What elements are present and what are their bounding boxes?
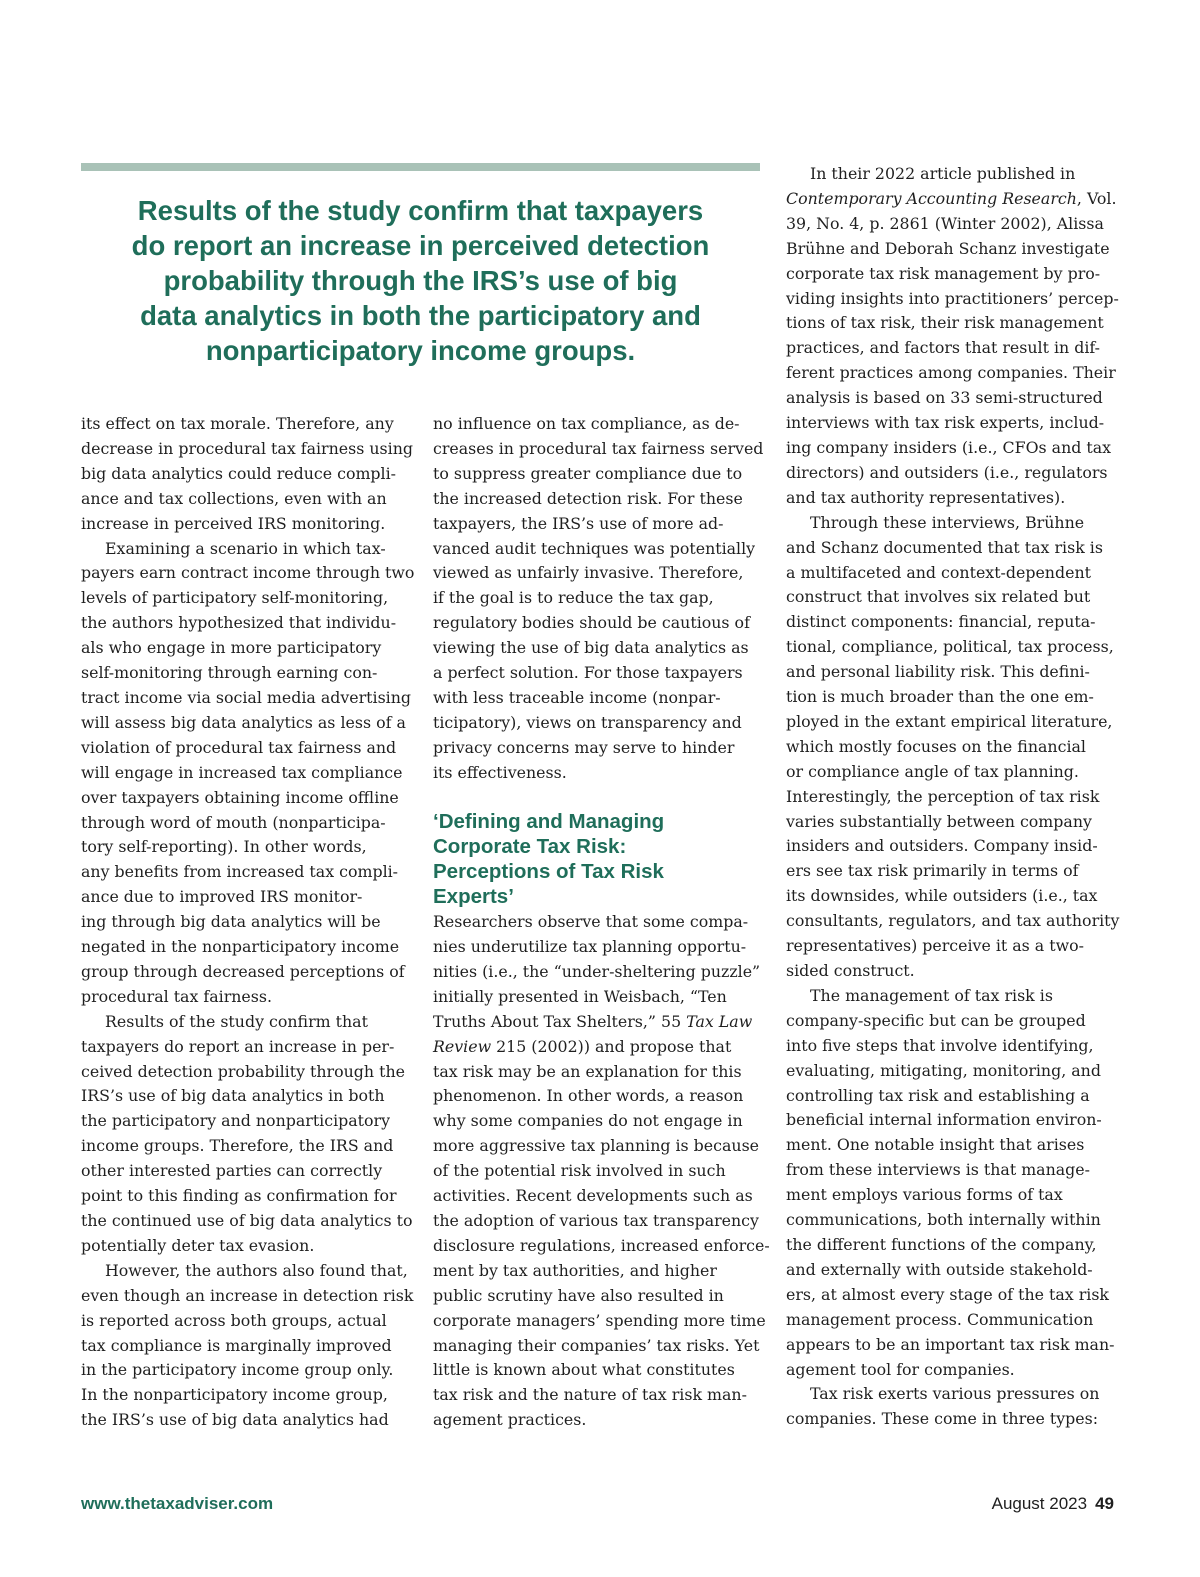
text-line: phenomenon. In other words, a reason xyxy=(433,1086,744,1106)
text-line: Tax risk exerts various pressures on xyxy=(810,1384,1100,1404)
heading-line: Corporate Tax Risk: xyxy=(433,835,627,859)
text-line: levels of participatory self-monitoring, xyxy=(81,588,389,608)
pull-quote-line: probability through the IRS’s use of big xyxy=(163,265,678,296)
text-line: its effectiveness. xyxy=(433,762,567,782)
text-line: nies underutilize tax planning opportu- xyxy=(433,937,747,957)
text-line xyxy=(433,1010,763,1035)
paragraph xyxy=(786,162,1118,511)
text-line: The management of tax risk is xyxy=(810,985,1053,1005)
text-line: distinct components: financial, reputa- xyxy=(786,612,1096,632)
text-line: ers, at almost every stage of the tax risk xyxy=(786,1284,1109,1304)
text-line: will assess big data analytics as less of a xyxy=(81,712,406,732)
text-line: tional, compliance, political, tax process, xyxy=(786,637,1114,657)
text-line: privacy concerns may serve to hinder xyxy=(433,737,735,757)
text-line: or compliance angle of tax planning. xyxy=(786,761,1079,781)
text-line xyxy=(433,1035,763,1060)
text-line: the participatory and nonparticipatory xyxy=(81,1111,390,1131)
text-line: In the nonparticipatory income group, xyxy=(81,1385,388,1405)
text-line: ance due to improved IRS monitor- xyxy=(81,887,363,907)
text-line: and personal liability risk. This defini- xyxy=(786,662,1090,682)
journal-title: Review xyxy=(433,1036,492,1056)
text-line: ment. One notable insight that arises xyxy=(786,1135,1085,1155)
text-line: increase in perceived IRS monitoring. xyxy=(81,513,386,533)
text-line: through word of mouth (nonparticipa- xyxy=(81,812,386,832)
text-line: the increased detection risk. For these xyxy=(433,488,743,508)
text-line: Brühne and Deborah Schanz investigate xyxy=(786,238,1110,258)
text-line: Through these interviews, Brühne xyxy=(810,512,1085,532)
text-line: the different functions of the company, xyxy=(786,1234,1097,1254)
text-line: violation of procedural tax fairness and xyxy=(81,737,397,757)
text-line: Interestingly, the perception of tax risk xyxy=(786,786,1100,806)
text-line: any benefits from increased tax compli- xyxy=(81,862,399,882)
text-line: practices, and factors that result in dif- xyxy=(786,338,1100,358)
text-line: a perfect solution. For those taxpayers xyxy=(433,663,743,683)
text-line: other interested parties can correctly xyxy=(81,1161,383,1181)
text-line: consultants, regulators, and tax authority xyxy=(786,911,1120,931)
citation-text: , Vol. xyxy=(1076,188,1117,208)
text-line: if the goal is to reduce the tax gap, xyxy=(433,588,714,608)
text-line: negated in the nonparticipatory income xyxy=(81,937,400,957)
text-line: ferent practices among companies. Their xyxy=(786,363,1116,383)
journal-title: Contemporary Accounting Research xyxy=(786,188,1077,208)
text-line: even though an increase in detection risk xyxy=(81,1285,414,1305)
text-line: company-specific but can be grouped xyxy=(786,1010,1086,1030)
footer-folio xyxy=(992,1494,1114,1514)
text-line: corporate managers’ spending more time xyxy=(433,1310,766,1330)
page-number: 49 xyxy=(1095,1494,1114,1513)
text-line: beneficial internal information environ- xyxy=(786,1110,1102,1130)
text-line: appears to be an important tax risk man- xyxy=(786,1334,1115,1354)
paragraph xyxy=(81,537,415,1010)
text-line: is reported across both groups, actual xyxy=(81,1310,387,1330)
text-line: little is known about what constitutes xyxy=(433,1360,735,1380)
pull-quote-line: data analytics in both the participatory and xyxy=(140,300,701,331)
text-line: the adoption of various tax transparency xyxy=(433,1210,759,1230)
text-line: analysis is based on 33 semi-structured xyxy=(786,388,1103,408)
text-line: tract income via social media advertising xyxy=(81,687,412,707)
text-line: representatives) perceive it as a two- xyxy=(786,936,1084,956)
text-line: viewing the use of big data analytics as xyxy=(433,638,749,658)
text-line: its downsides, while outsiders (i.e., tax xyxy=(786,886,1098,906)
pull-quote xyxy=(82,193,759,368)
paragraph xyxy=(81,1010,411,1259)
text-line: activities. Recent developments such as xyxy=(433,1186,753,1206)
text-line: tax risk may be an explanation for this xyxy=(433,1061,742,1081)
text-line: ceived detection probability through the xyxy=(81,1061,405,1081)
text-line: companies. These come in three types: xyxy=(786,1409,1099,1429)
text-line: tax risk and the nature of tax risk man- xyxy=(433,1385,747,1405)
text-line: of the potential risk involved in such xyxy=(433,1161,726,1181)
text-line: why some companies do not engage in xyxy=(433,1111,743,1131)
text-line: which mostly focuses on the financial xyxy=(786,736,1086,756)
text-line: corporate tax risk management by pro- xyxy=(786,263,1101,283)
text-line: ticipatory), views on transparency and xyxy=(433,712,742,732)
text-line: evaluating, mitigating, monitoring, and xyxy=(786,1060,1101,1080)
paragraph xyxy=(81,1259,414,1433)
text-line: agement practices. xyxy=(433,1410,587,1430)
text-line: its effect on tax morale. Therefore, any xyxy=(81,414,394,433)
text-line: from these interviews is that manage- xyxy=(786,1160,1090,1180)
text-line: However, the authors also found that, xyxy=(105,1260,408,1280)
text-line: the continued use of big data analytics to xyxy=(81,1211,413,1230)
citation-text: Truths About Tax Shelters,” 55 xyxy=(433,1011,687,1031)
paragraph xyxy=(786,511,1118,984)
text-line: group through decreased perceptions of xyxy=(81,961,405,981)
text-line: ing company insiders (i.e., CFOs and tax xyxy=(786,437,1112,457)
column-1 xyxy=(81,412,415,1433)
text-line: sided construct. xyxy=(786,961,915,980)
text-line: and tax authority representatives). xyxy=(786,487,1066,507)
pull-quote-line: Results of the study confirm that taxpayers xyxy=(137,195,704,226)
pull-quote-rule xyxy=(81,163,760,171)
text-line: regulatory bodies should be cautious of xyxy=(433,613,750,633)
text-line: tax compliance is marginally improved xyxy=(81,1335,392,1355)
text-line: potentially deter tax evasion. xyxy=(81,1235,315,1255)
text-line: als who engage in more participatory xyxy=(81,638,382,658)
text-line: big data analytics could reduce compli- xyxy=(81,463,396,483)
text-line: over taxpayers obtaining income offline xyxy=(81,787,399,807)
text-line: controlling tax risk and establishing a xyxy=(786,1085,1090,1105)
text-line: taxpayers do report an increase in per- xyxy=(81,1036,395,1056)
text-line: self-monitoring through earning con- xyxy=(81,663,378,683)
text-line: ing through big data analytics will be xyxy=(81,912,381,932)
text-line: the IRS’s use of big data analytics had xyxy=(81,1410,389,1430)
text-line: insiders and outsiders. Company insid- xyxy=(786,836,1098,856)
text-line: tions of tax risk, their risk management xyxy=(786,313,1104,333)
paragraph xyxy=(433,910,770,1433)
text-line: agement tool for companies. xyxy=(786,1359,1015,1379)
text-line: creases in procedural tax fairness served xyxy=(433,438,764,458)
paragraph xyxy=(786,1382,1118,1432)
text-line: point to this finding as confirmation for xyxy=(81,1186,397,1206)
text-line: no influence on tax compliance, as de- xyxy=(433,414,740,433)
journal-title: Tax Law xyxy=(686,1011,753,1031)
text-line: managing their companies’ tax risks. Yet xyxy=(433,1335,760,1355)
text-line: tion is much broader than the one em- xyxy=(786,687,1094,707)
heading-line: Experts’ xyxy=(433,885,514,909)
text-line: vanced audit techniques was potentially xyxy=(433,538,756,558)
citation-text: 215 (2002)) and propose that xyxy=(491,1036,732,1056)
heading-line: Perceptions of Tax Risk xyxy=(433,860,664,884)
text-line: Researchers observe that some compa- xyxy=(433,912,749,932)
text-line: interviews with tax risk experts, includ- xyxy=(786,413,1105,433)
text-line: disclosure regulations, increased enforce- xyxy=(433,1235,770,1255)
issue-date: August 2023 xyxy=(991,1494,1088,1513)
text-line: Results of the study confirm that xyxy=(105,1011,368,1031)
column-2 xyxy=(433,412,770,1433)
text-line: ment employs various forms of tax xyxy=(786,1185,1063,1205)
text-line: Examining a scenario in which tax- xyxy=(105,538,386,558)
text-line: a multifaceted and context-dependent xyxy=(786,562,1091,582)
heading-line: ‘Defining and Managing xyxy=(433,810,665,834)
text-line: decrease in procedural tax fairness using xyxy=(81,438,413,458)
text-line: and externally with outside stakehold- xyxy=(786,1259,1093,1279)
column-3 xyxy=(786,162,1118,1432)
paragraph xyxy=(81,412,411,537)
section-heading xyxy=(433,810,763,910)
text-line: ance and tax collections, even with an xyxy=(81,488,387,508)
pull-quote-line: do report an increase in perceived detection xyxy=(131,230,710,261)
paragraph xyxy=(786,984,1118,1383)
text-line xyxy=(786,187,1118,212)
text-line: ployed in the extant empirical literature, xyxy=(786,711,1113,731)
text-line: taxpayers, the IRS’s use of more ad- xyxy=(433,513,724,533)
text-line: ment by tax authorities, and higher xyxy=(433,1260,717,1280)
text-line: viding insights into practitioners’ percep- xyxy=(786,288,1119,308)
text-line: management process. Communication xyxy=(786,1309,1094,1329)
text-line: in the participatory income group only. xyxy=(81,1360,394,1380)
footer-website[interactable]: www.thetaxadviser.com xyxy=(81,1494,274,1513)
pull-quote-line: nonparticipatory income groups. xyxy=(205,335,636,366)
text-line: procedural tax fairness. xyxy=(81,986,273,1006)
spacer xyxy=(433,786,763,811)
text-line: varies substantially between company xyxy=(786,811,1092,831)
text-line: public scrutiny have also resulted in xyxy=(433,1285,724,1305)
text-line: to suppress greater compliance due to xyxy=(433,463,743,483)
text-line: 39, No. 4, p. 2861 (Winter 2002), Alissa xyxy=(786,213,1104,233)
text-line: into five steps that involve identifying, xyxy=(786,1035,1094,1055)
text-line: ers see tax risk primarily in terms of xyxy=(786,861,1079,881)
text-line: with less traceable income (nonpar- xyxy=(433,687,721,707)
text-line: payers earn contract income through two xyxy=(81,563,415,583)
text-line: will engage in increased tax compliance xyxy=(81,762,403,782)
text-line: the authors hypothesized that individu- xyxy=(81,613,397,633)
paragraph xyxy=(433,412,763,786)
text-line: construct that involves six related but xyxy=(786,587,1091,607)
text-line: tory self-reporting). In other words, xyxy=(81,837,367,857)
text-line: initially presented in Weisbach, “Ten xyxy=(433,986,727,1006)
text-line: directors) and outsiders (i.e., regulators xyxy=(786,462,1108,482)
text-line: income groups. Therefore, the IRS and xyxy=(81,1136,394,1156)
text-line: and Schanz documented that tax risk is xyxy=(786,537,1103,557)
text-line: IRS’s use of big data analytics in both xyxy=(81,1086,385,1106)
text-line: communications, both internally within xyxy=(786,1210,1101,1230)
text-line: In their 2022 article published in xyxy=(810,164,1076,183)
text-line: nities (i.e., the “under-sheltering puzzle” xyxy=(433,961,761,981)
text-line: more aggressive tax planning is because xyxy=(433,1136,760,1156)
text-line: viewed as unfairly invasive. Therefore, xyxy=(433,563,744,583)
